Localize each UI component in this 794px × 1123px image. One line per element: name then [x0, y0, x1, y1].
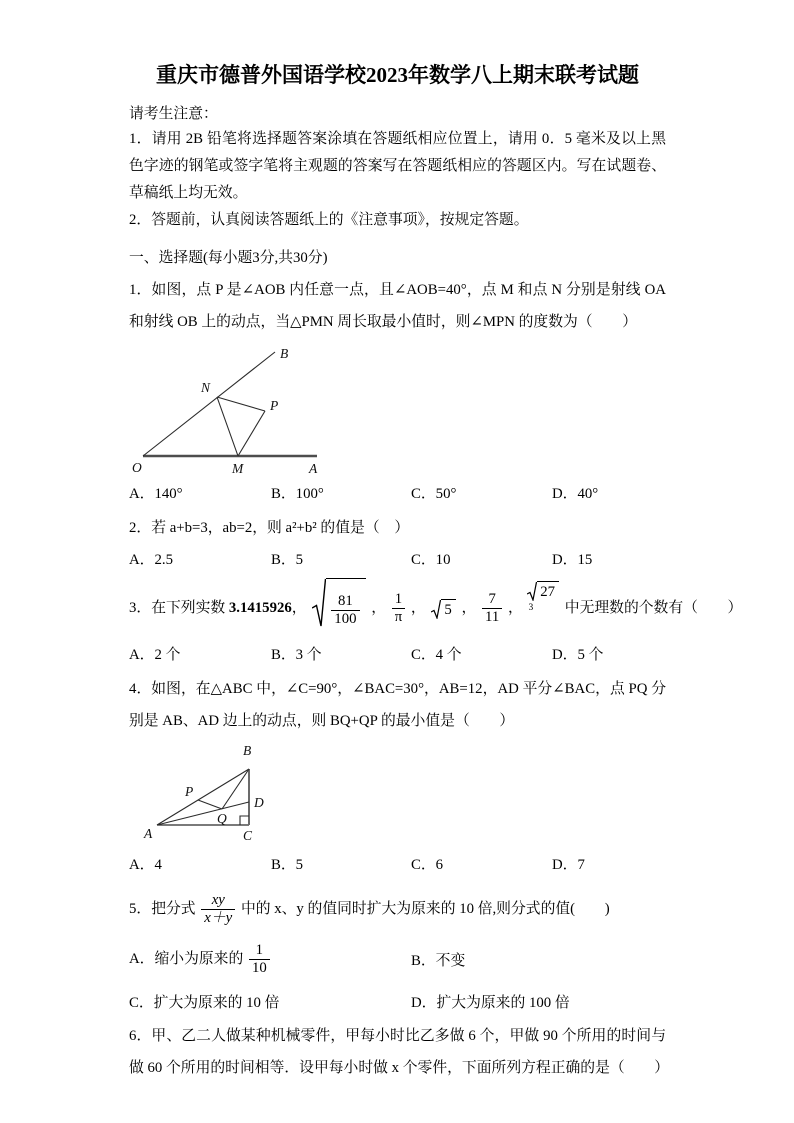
fraction-81-100: $\frac{81}{100}$: [331, 593, 359, 628]
segment-qp: [198, 800, 222, 809]
q5-option-b: B．不变: [411, 952, 466, 969]
q1-option-a: A．140°: [129, 486, 183, 502]
q3-option-b: B．3 个: [271, 647, 322, 663]
q3-comma: ，: [371, 599, 387, 616]
q5-option-a-text: A．缩小为原来的: [129, 951, 244, 967]
fig4-label-b: B: [243, 743, 252, 758]
q3-prefix: 3．在下列实数: [129, 599, 229, 616]
q3-comma: ，: [291, 599, 307, 616]
q5-option-a: [129, 939, 411, 979]
right-angle-marker: [240, 816, 249, 825]
q5-option-d: D．扩大为原来的 100 倍: [411, 995, 570, 1011]
fig4-label-d: D: [254, 795, 264, 810]
q5-option-c: C．扩大为原来的 10 倍: [129, 995, 280, 1011]
question-4-figure: [141, 741, 293, 843]
section-heading: 一、选择题(每小题3分,共30分): [129, 250, 328, 266]
fig4-label-q: Q: [217, 811, 227, 826]
radical-sign-icon: [431, 599, 441, 619]
q3-option-d: D．5 个: [552, 647, 604, 663]
q3-option-a: A．2 个: [129, 647, 181, 663]
fig1-label-b: B: [280, 346, 289, 361]
fraction-xy-over-x-plus-y: $\frac{xy}{x+y}$: [201, 892, 235, 927]
segment-pm: [238, 411, 265, 456]
question-1-options: [129, 484, 666, 504]
fig4-label-p: P: [185, 784, 194, 799]
question-5-options: [129, 939, 666, 1012]
question-1-figure: [125, 340, 321, 478]
question-4-options: [129, 855, 666, 875]
segment-ab: [157, 769, 249, 825]
q3-comma: ，: [508, 599, 523, 616]
segment-mn: [217, 397, 238, 456]
q2-option-a: A．2.5: [129, 552, 173, 568]
fig1-label-n: N: [201, 380, 211, 395]
question-2-options: [129, 550, 666, 570]
q3-comma: ，: [461, 599, 477, 616]
fraction-1-10: $\frac{1}{10}$: [249, 942, 270, 977]
q3-suffix: 中无理数的个数有（ ）: [564, 599, 743, 616]
q3-comma: ，: [410, 599, 426, 616]
q2-option-d: D．15: [552, 552, 593, 568]
fig4-label-a: A: [144, 826, 153, 841]
notice-heading: 请考生注意：: [129, 106, 218, 122]
notice-item-1: 1．请用 2B 铅笔将选择题答案涂填在答题纸相应位置上，请用 0．5 毫米及以上黑色字迹的钢笔或签字笔将主观题的答案写在答题纸相应的答题区内。写在试题卷、草稿纸上均无效。: [129, 131, 666, 201]
q4-option-c: C．6: [411, 857, 444, 873]
question-3-text: [129, 578, 743, 639]
fraction-7-11: $\frac{7}{11}$: [482, 591, 502, 626]
segment-ad: [157, 802, 249, 825]
q2-option-b: B．5: [271, 552, 304, 568]
fig1-label-o: O: [132, 460, 142, 475]
question-3-options: [129, 645, 666, 665]
sqrt-5: 5: [431, 599, 455, 619]
segment-np: [217, 397, 265, 411]
ray-ob: [143, 352, 275, 456]
fig1-label-m: M: [232, 461, 244, 476]
q4-option-a: A．4: [129, 857, 162, 873]
radical-sign-icon: [312, 578, 326, 628]
page-title: 重庆市德普外国语学校2023年数学八上期末联考试题: [156, 63, 639, 87]
cube-root-27: 3 27: [529, 581, 560, 637]
question-1-text: 1．如图，点 P 是∠AOB 内任意一点，且∠AOB=40°，点 M 和点 N 分别是射线 OA 和射线 OB 上的动点，当△PMN 周长取最小值时，则∠MPN 的度数为（ ）: [129, 282, 666, 330]
q3-option-c: C．4 个: [411, 647, 462, 663]
q5-prefix: 5．把分式: [129, 901, 196, 917]
question-2-text: 2．若 a+b=3，ab=2，则 a²+b² 的值是（ ）: [129, 520, 410, 536]
fraction-1-pi: $\frac{1}{\pi}$: [392, 591, 405, 626]
q2-option-c: C．10: [411, 552, 451, 568]
sqrt-81-over-100: [312, 578, 365, 639]
q1-option-c: C．50°: [411, 486, 457, 502]
question-5-text: [129, 885, 666, 933]
fig4-label-c: C: [243, 828, 253, 843]
question-6-text: 6．甲、乙二人做某种机械零件，甲每小时比乙多做 6 个，甲做 90 个所用的时间与做 60 个所用的时间相等．设甲每小时做 x 个零件，下面所列方程正确的是（ ）: [129, 1028, 670, 1076]
q4-option-d: D．7: [552, 857, 585, 873]
q1-option-b: B．100°: [271, 486, 324, 502]
fig1-label-p: P: [270, 398, 279, 413]
notice-item-2: 2．答题前，认真阅读答题纸上的《注意事项》，按规定答题。: [129, 212, 529, 228]
question-4-text: 4．如图，在△ABC 中，∠C=90°，∠BAC=30°，AB=12，AD 平分∠BAC，点 PQ 分别是 AB、AD 边上的动点，则 BQ+QP 的最小值是（ ）: [129, 681, 666, 729]
q3-pi-number: 3.1415926: [228, 599, 292, 616]
q1-option-d: D．40°: [552, 486, 599, 502]
fig1-label-a: A: [309, 461, 318, 476]
q4-option-b: B．5: [271, 857, 304, 873]
q5-suffix: 中的 x、y 的值同时扩大为原来的 10 倍,则分式的值( ): [240, 901, 610, 917]
